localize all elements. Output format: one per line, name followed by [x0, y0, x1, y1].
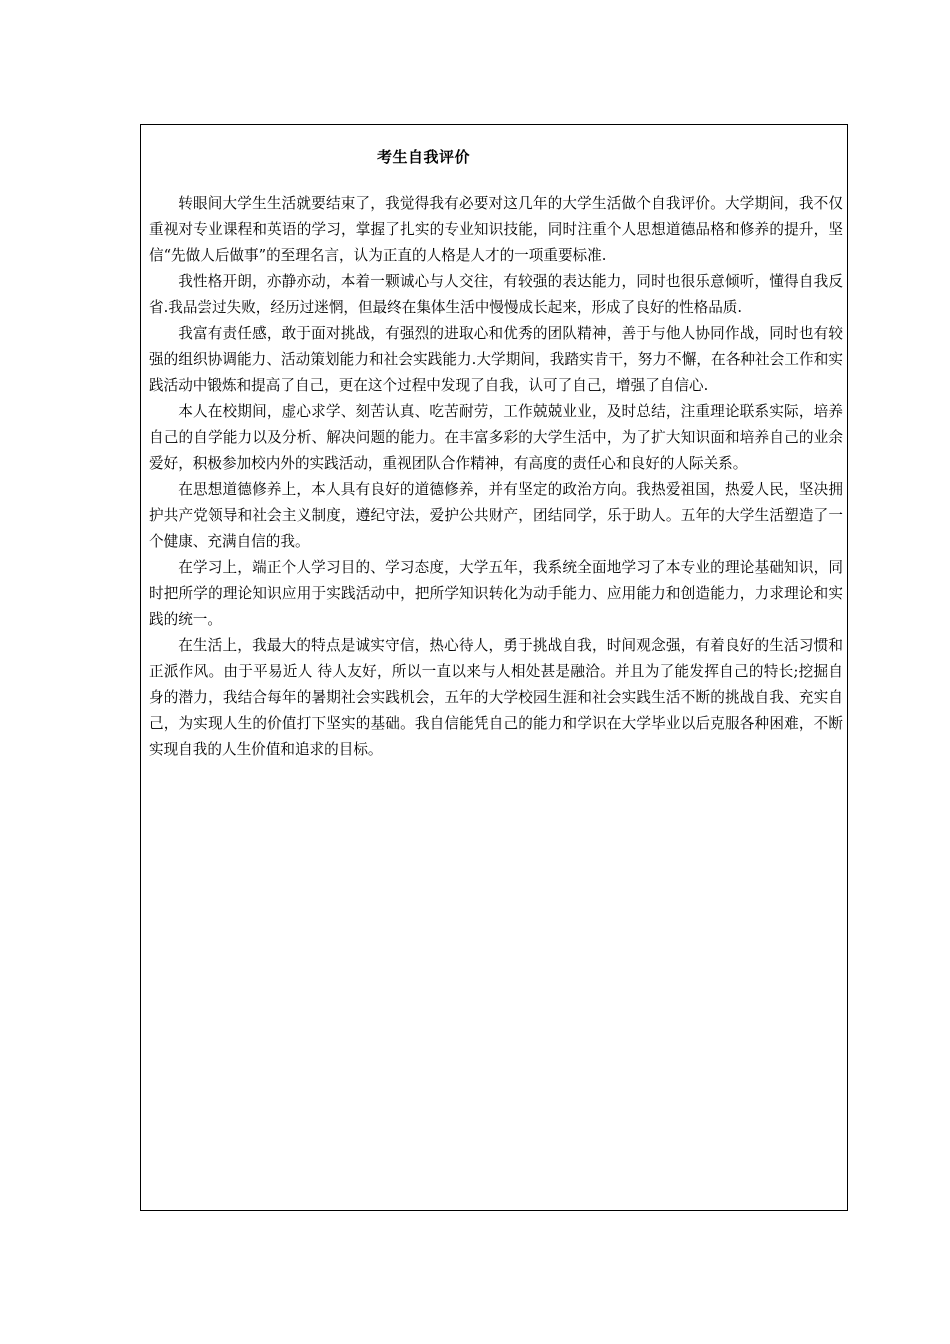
paragraph-4: 本人在校期间，虚心求学、刻苦认真、吃苦耐劳，工作兢兢业业，及时总结，注重理论联系实际，培养自己的自学能力以及分析、解决问题的能力。在丰富多彩的大学生活中，为了扩大知识面和培养自己的业余爱好，积极参加校内外的实践活动，重视团队合作精神，有高度的责任心和良好的人际关系。: [149, 403, 843, 472]
paragraph-6: 在学习上，端正个人学习目的、学习态度，大学五年，我系统全面地学习了本专业的理论基础知识，同时把所学的理论知识应用于实践活动中，把所学知识转化为动手能力、应用能力和创造能力，力求理论和实践的统一。: [149, 559, 843, 628]
paragraph-7: 在生活上，我最大的特点是诚实守信，热心待人，勇于挑战自我，时间观念强，有着良好的生活习惯和正派作风。由于平易近人 待人友好，所以一直以来与人相处甚是融洽。并且为了能发挥自己的特长;挖掘自身的潜力，我结合每年的暑期社会实践机会，五年的大学校园生涯和社会实践生活不断的挑战自我、充实自己，为实现人生的价值打下坚实的基础。我自信能凭自己的能力和学识在大学毕业以后克服各种困难，不断实现自我的人生价值和追求的目标。: [149, 637, 843, 758]
paragraph-3: 我富有责任感，敢于面对挑战，有强烈的进取心和优秀的团队精神，善于与他人协同作战，同时也有较强的组织协调能力、活动策划能力和社会实践能力.大学期间，我踏实肯干，努力不懈，在各种社会工作和实践活动中锻炼和提高了自己，更在这个过程中发现了自我，认可了自己，增强了自信心.: [149, 325, 843, 394]
paragraph-2: 我性格开朗，亦静亦动，本着一颗诚心与人交往，有较强的表达能力，同时也很乐意倾听，懂得自我反省.我品尝过失败，经历过迷惘，但最终在集体生活中慢慢成长起来，形成了良好的性格品质.: [149, 273, 843, 316]
evaluation-form-frame: [140, 124, 848, 1211]
evaluation-body: [149, 191, 843, 763]
paragraph-5: 在思想道德修养上，本人具有良好的道德修养，并有坚定的政治方向。我热爱祖国，热爱人民，坚决拥护共产党领导和社会主义制度，遵纪守法，爱护公共财产，团结同学，乐于助人。五年的大学生活塑造了一个健康、充满自信的我。: [149, 481, 843, 550]
page-title: 考生自我评价: [377, 148, 471, 166]
paragraph-1: 转眼间大学生生活就要结束了，我觉得我有必要对这几年的大学生活做个自我评价。大学期间，我不仅重视对专业课程和英语的学习，掌握了扎实的专业知识技能，同时注重个人思想道德品格和修养的提升，坚信“先做人后做事”的至理名言，认为正直的人格是人才的一项重要标准.: [149, 195, 843, 264]
